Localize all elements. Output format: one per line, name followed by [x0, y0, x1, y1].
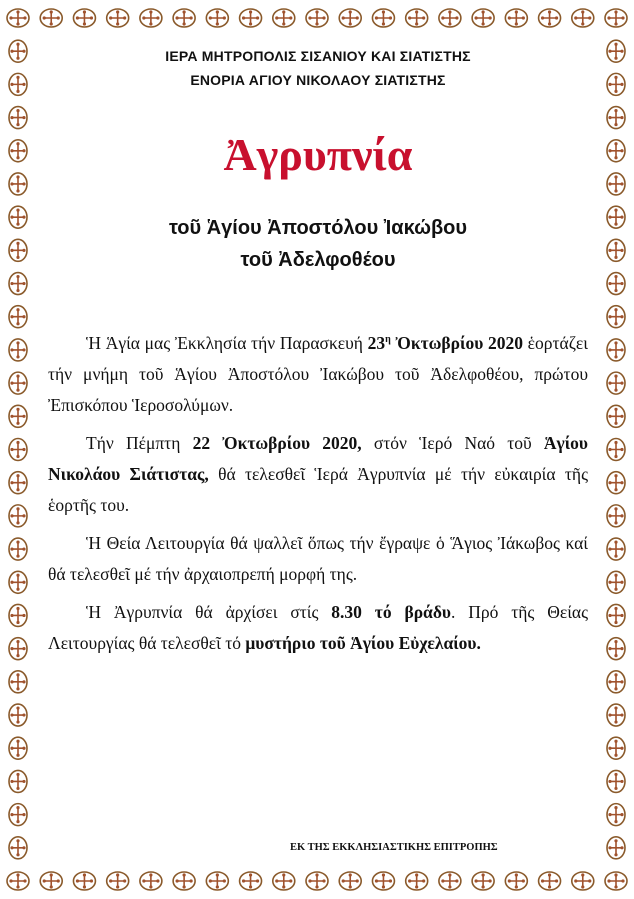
border-link: [7, 9, 29, 27]
text: θά τελεσθεῖ Ἱερά Ἀγρυπνία μέ τήν εὐκαιρία τῆς ἑορτῆς του.: [48, 464, 588, 515]
border-link: [9, 239, 27, 261]
border-link: [40, 9, 62, 27]
border-link: [439, 9, 461, 27]
border-link: [306, 872, 328, 890]
border-link: [73, 9, 95, 27]
text: στόν Ἱερό Ναό τοῦ: [361, 433, 544, 453]
border-link: [7, 872, 29, 890]
border-link: [107, 872, 129, 890]
date-bold: [368, 333, 523, 353]
paragraph-1: [48, 328, 588, 421]
border-link: [9, 804, 27, 826]
border-link: [9, 439, 27, 461]
border-link: [539, 9, 561, 27]
text: Ἡ Ἁγία μας Ἐκκλησία τήν Παρασκευή: [86, 333, 368, 353]
border-link: [9, 837, 27, 859]
paragraph-3: [48, 528, 588, 590]
border-link: [472, 9, 494, 27]
border-link: [9, 505, 27, 527]
border-link: [439, 872, 461, 890]
border-link: [339, 9, 361, 27]
border-link: [9, 73, 27, 95]
border-link: [607, 638, 625, 660]
header: [48, 44, 588, 92]
date-month-year: Ὀκτωβρίου 2020: [390, 333, 523, 353]
border-link: [607, 472, 625, 494]
border-link: [9, 472, 27, 494]
border-link: [607, 239, 625, 261]
border-link: [607, 339, 625, 361]
border-link: [607, 273, 625, 295]
border-link: [140, 9, 162, 27]
border-link: [206, 9, 228, 27]
paragraph-4: [48, 597, 588, 659]
border-link: [572, 9, 594, 27]
border-link: [472, 872, 494, 890]
border-link: [539, 872, 561, 890]
ordinal-suffix: η: [385, 334, 391, 346]
border-link: [607, 737, 625, 759]
border-link: [607, 173, 625, 195]
subtitle-line-1: τοῦ Ἁγίου Ἀποστόλου Ἰακώβου: [168, 217, 468, 239]
page-title: Ἀγρυπνία: [223, 129, 413, 180]
border-link: [73, 872, 95, 890]
border-link: [107, 9, 129, 27]
border-link: [9, 604, 27, 626]
subtitle: [48, 212, 588, 276]
border-link: [240, 872, 262, 890]
announcement-body: [48, 328, 588, 666]
border-link: [607, 306, 625, 328]
text: Τήν Πέμπτη: [86, 433, 193, 453]
border-link: [9, 173, 27, 195]
border-link: [605, 872, 627, 890]
border-link: [607, 538, 625, 560]
sacrament-name: μυστήριο τοῦ Ἁγίου Εὐχελαίου.: [245, 633, 481, 653]
border-link: [505, 9, 527, 27]
border-link: [607, 439, 625, 461]
text: . Πρό τῆς Θείας Λειτουργίας θά τελεσθεῖ τό: [48, 602, 589, 653]
border-link: [9, 737, 27, 759]
border-link: [607, 140, 625, 162]
border-link: [173, 9, 195, 27]
border-link: [607, 571, 625, 593]
border-link: [273, 9, 295, 27]
border-link: [9, 671, 27, 693]
subtitle-line-2: τοῦ Ἀδελφοθέου: [240, 249, 396, 271]
text: ἑορτάζει τήν μνήμη τοῦ Ἁγίου Ἀποστόλου Ἰακώβου τοῦ Ἀδελφοθέου, πρώτου Ἐπισκόπου Ἱεροσολύμων.: [48, 333, 588, 415]
text: Ἡ Ἀγρυπνία θά ἀρχίσει στίς: [86, 602, 332, 622]
border-link: [9, 638, 27, 660]
border-link: [607, 671, 625, 693]
border-link: [306, 9, 328, 27]
border-link: [140, 872, 162, 890]
border-link: [607, 704, 625, 726]
border-link: [607, 107, 625, 129]
border-link: [9, 140, 27, 162]
border-link: [9, 273, 27, 295]
parish-name: ΕΝΟΡΙΑ ΑΓΙΟΥ ΝΙΚΟΛΑΟΥ ΣΙΑΤΙΣΤΗΣ: [190, 72, 446, 88]
start-time: 8.30 τό βράδυ: [331, 602, 451, 622]
border-link: [505, 872, 527, 890]
metropolis-name: ΙΕΡΑ ΜΗΤΡΟΠΟΛΙΣ ΣΙΣΑΝΙΟΥ ΚΑΙ ΣΙΑΤΙΣΤΗΣ: [165, 48, 471, 64]
border-link: [9, 405, 27, 427]
border-link: [9, 107, 27, 129]
border-link: [173, 872, 195, 890]
signature-committee: ΕΚ ΤΗΣ ΕΚΚΛΗΣΙΑΣΤΙΚΗΣ ΕΠΙΤΡΟΠΗΣ: [290, 842, 498, 853]
border-link: [9, 538, 27, 560]
border-link: [240, 9, 262, 27]
border-link: [9, 372, 27, 394]
border-link: [607, 604, 625, 626]
border-link: [607, 40, 625, 62]
border-link: [607, 837, 625, 859]
vigil-date: 22 Ὀκτωβρίου 2020,: [192, 433, 362, 453]
border-link: [572, 872, 594, 890]
border-link: [607, 505, 625, 527]
border-link: [273, 872, 295, 890]
date-day: 23: [367, 333, 386, 353]
border-link: [607, 206, 625, 228]
text: Ἡ Θεία Λειτουργία θά ψαλλεῖ ὅπως τήν ἔγραψε ὁ Ἅγιος Ἰάκωβος καί θά τελεσθεῖ μέ τήν ἀρχαιοπρεπή μορφή της.: [48, 533, 588, 584]
border-link: [9, 770, 27, 792]
border-link: [406, 872, 428, 890]
border-link: [9, 339, 27, 361]
border-link: [9, 40, 27, 62]
border-link: [9, 206, 27, 228]
border-link: [607, 405, 625, 427]
paragraph-2: [48, 428, 588, 521]
border-link: [372, 9, 394, 27]
border-link: [406, 9, 428, 27]
border-link: [9, 704, 27, 726]
border-link: [607, 804, 625, 826]
border-link: [607, 770, 625, 792]
border-link: [605, 9, 627, 27]
border-link: [607, 73, 625, 95]
border-link: [9, 306, 27, 328]
border-link: [607, 372, 625, 394]
border-link: [40, 872, 62, 890]
border-link: [339, 872, 361, 890]
border-link: [372, 872, 394, 890]
border-link: [206, 872, 228, 890]
church-name: Ἁγίου Νικολάου Σιάτιστας,: [48, 433, 588, 484]
border-link: [9, 571, 27, 593]
